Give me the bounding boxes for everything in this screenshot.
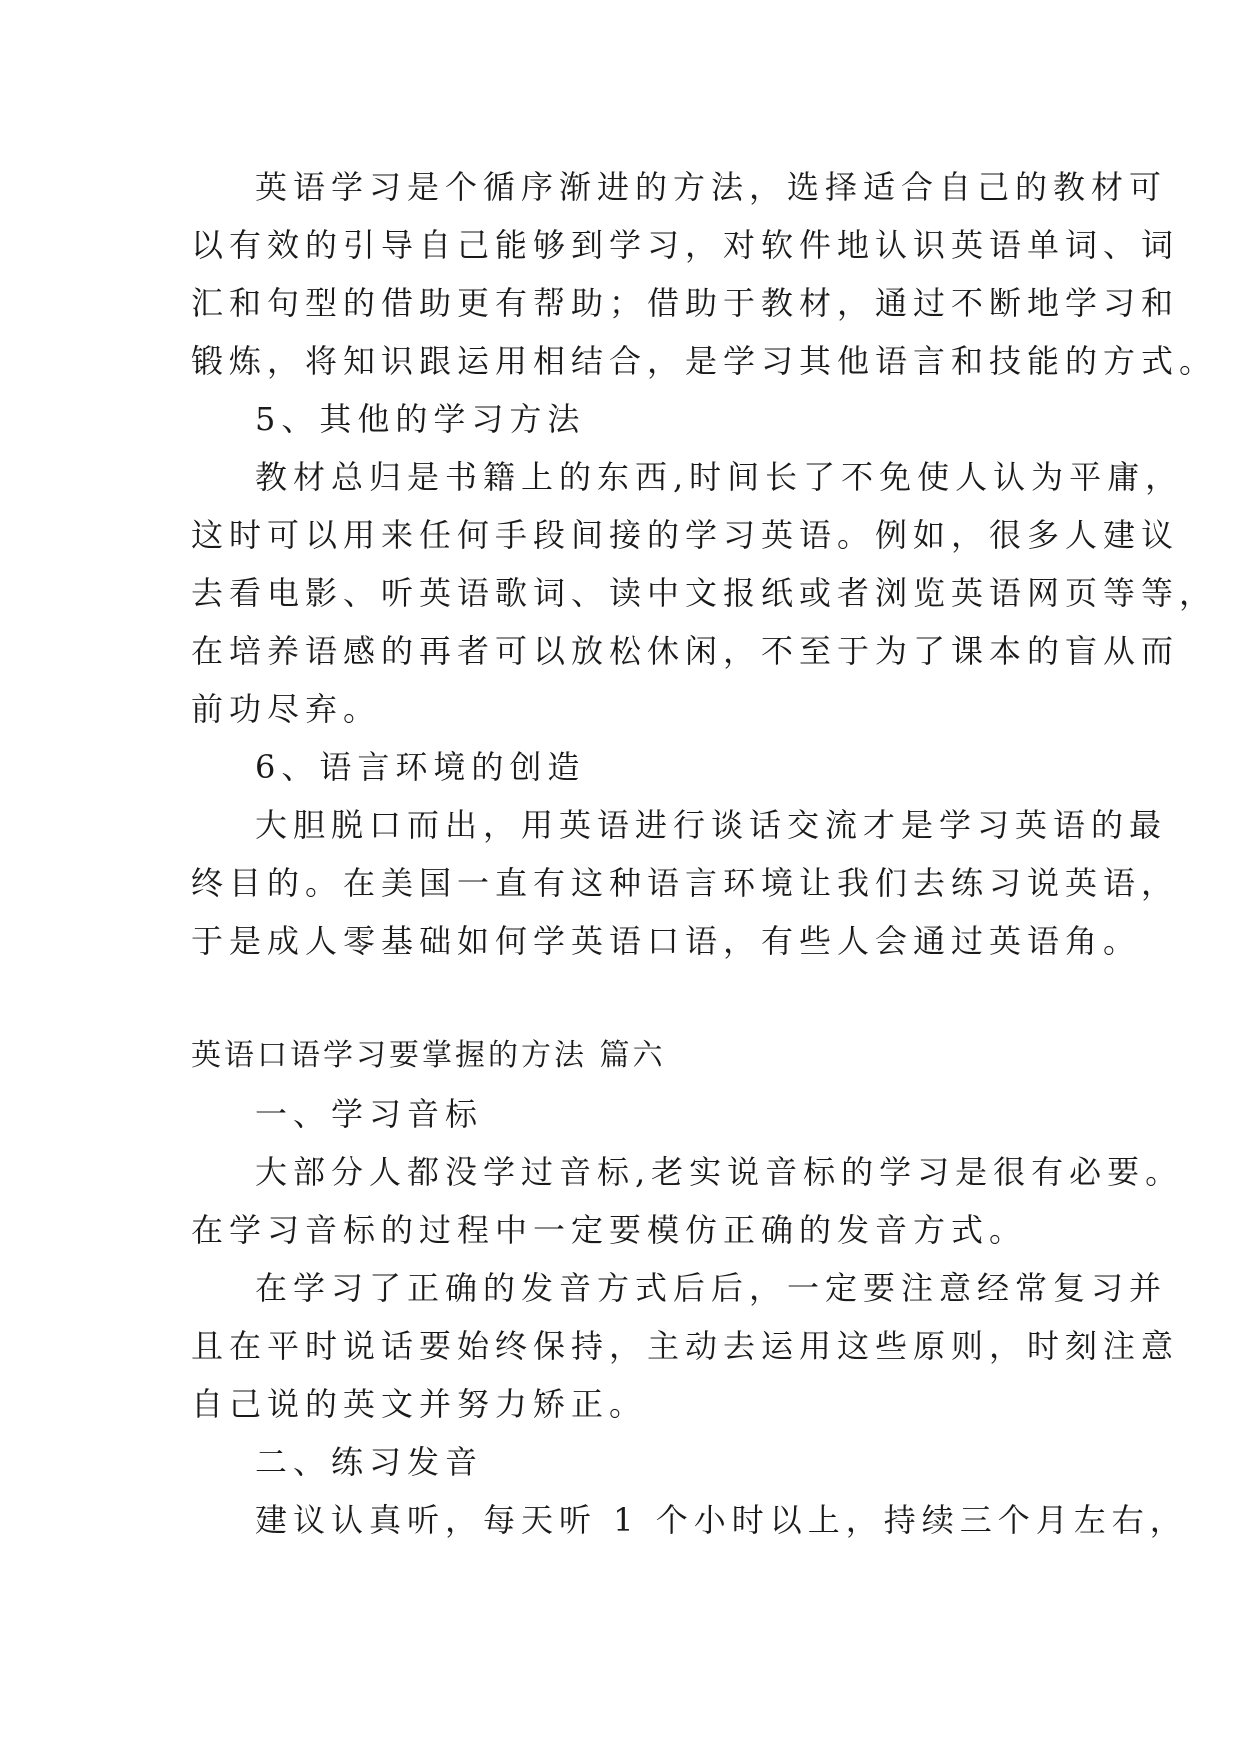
paragraph-line: 在培养语感的再者可以放松休闲，不至于为了课本的盲从而 bbox=[191, 632, 1180, 670]
paragraph-line: 这时可以用来任何手段间接的学习英语。例如，很多人建议 bbox=[191, 516, 1180, 554]
paragraph-line: 英语学习是个循序渐进的方法，选择适合自己的教材可 bbox=[255, 168, 1168, 206]
paragraph-line: 以有效的引导自己能够到学习，对软件地认识英语单词、词 bbox=[191, 226, 1180, 264]
paragraph-line: 去看电影、听英语歌词、读中文报纸或者浏览英语网页等等， bbox=[191, 574, 1218, 612]
paragraph-line: 自己说的英文并努力矫正。 bbox=[191, 1385, 648, 1423]
paragraph-line: 汇和句型的借助更有帮助；借助于教材，通过不断地学习和 bbox=[191, 284, 1180, 322]
section-subheading: 一、学习音标 bbox=[255, 1095, 484, 1133]
paragraph-line: 建议认真听，每天听 1 个小时以上，持续三个月左右， bbox=[255, 1501, 1188, 1539]
paragraph-line: 在学习音标的过程中一定要模仿正确的发音方式。 bbox=[191, 1211, 1028, 1249]
paragraph-line: 锻炼，将知识跟运用相结合，是学习其他语言和技能的方式。 bbox=[191, 342, 1218, 380]
section-subheading: 5、其他的学习方法 bbox=[255, 400, 586, 438]
paragraph-line: 教材总归是书籍上的东西,时间长了不免使人认为平庸， bbox=[255, 458, 1184, 496]
paragraph-line: 于是成人零基础如何学英语口语，有些人会通过英语角。 bbox=[191, 922, 1142, 960]
paragraph-line: 终目的。在美国一直有这种语言环境让我们去练习说英语， bbox=[191, 864, 1180, 902]
section-title: 英语口语学习要掌握的方法 篇六 bbox=[191, 1038, 666, 1073]
paragraph-line: 大部分人都没学过音标,老实说音标的学习是很有必要。 bbox=[255, 1153, 1184, 1191]
paragraph-line: 在学习了正确的发音方式后后，一定要注意经常复习并 bbox=[255, 1269, 1168, 1307]
paragraph-line: 且在平时说话要始终保持，主动去运用这些原则，时刻注意 bbox=[191, 1327, 1180, 1365]
section-subheading: 二、练习发音 bbox=[255, 1443, 484, 1481]
paragraph-line: 大胆脱口而出，用英语进行谈话交流才是学习英语的最 bbox=[255, 806, 1168, 844]
section-subheading: 6、语言环境的创造 bbox=[255, 748, 586, 786]
paragraph-line: 前功尽弃。 bbox=[191, 690, 382, 728]
